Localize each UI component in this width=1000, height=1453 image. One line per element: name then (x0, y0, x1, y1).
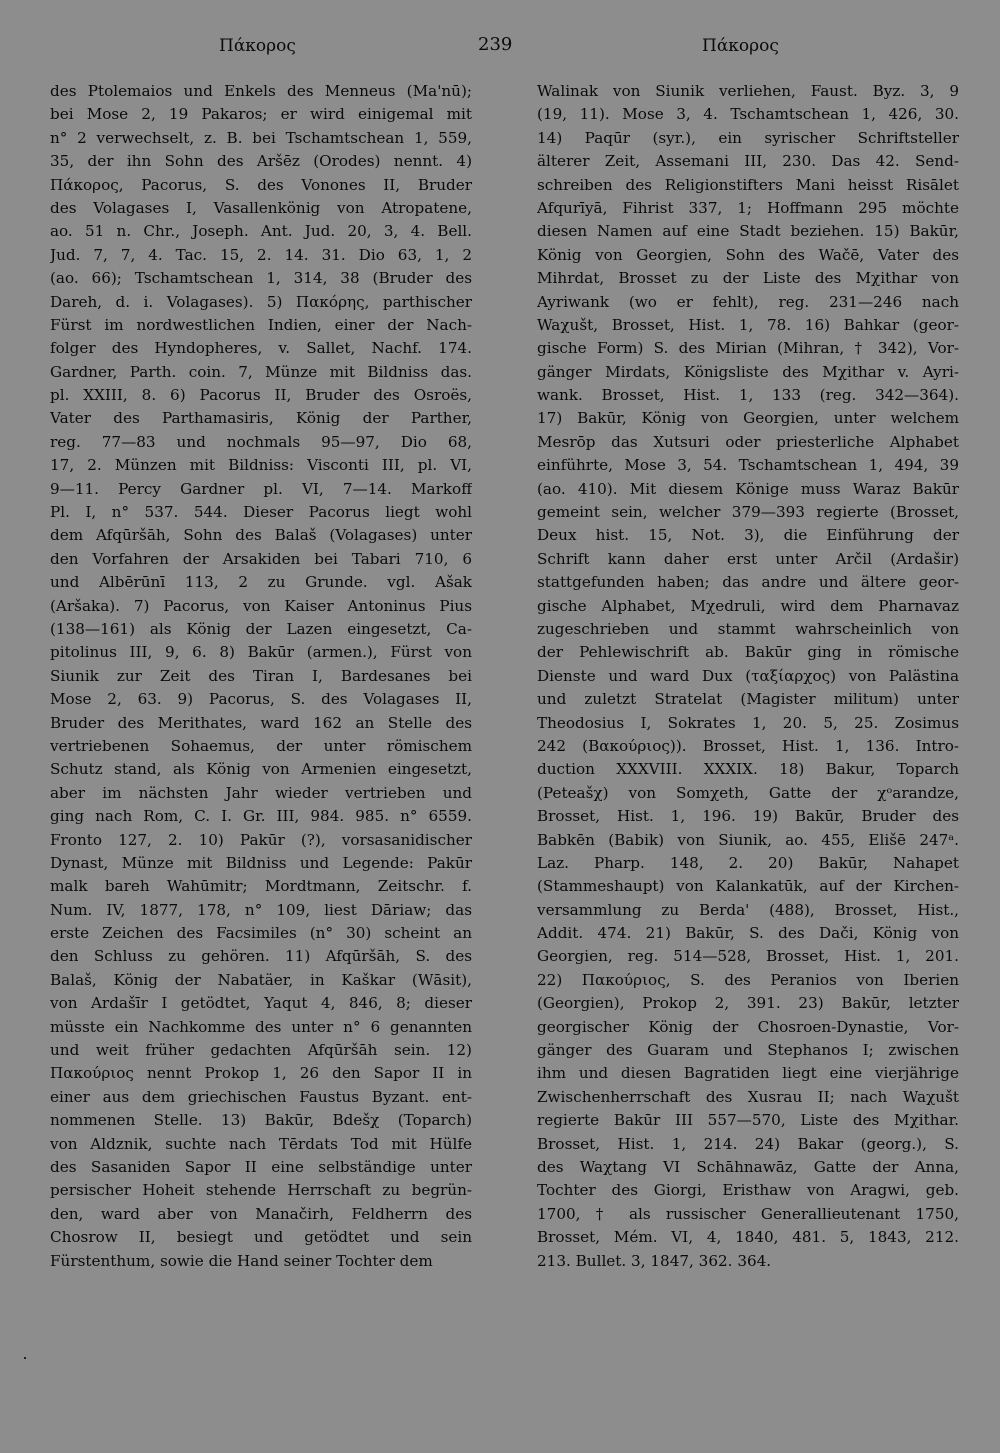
text-line: Ayriwank (wo er fehlt), reg. 231—246 nach (537, 292, 959, 311)
text-line: erste Zeichen des Facsimiles (n° 30) scheint an (50, 924, 472, 943)
text-line: Pl. I, n° 537. 544. Dieser Pacorus liegt wohl (50, 503, 472, 522)
text-line: 213. Bullet. 3, 1847, 362. 364. (537, 1251, 772, 1270)
text-line: Brosset, Hist. 1, 196. 19) Bakūr, Bruder des (537, 807, 959, 826)
text-line: zugeschrieben und stammt wahrscheinlich von (537, 619, 959, 638)
text-line: Georgien, reg. 514—528, Brosset, Hist. 1, 201. (537, 947, 959, 966)
text-line: den, ward aber von Manačirh, Feldherrn des (50, 1204, 472, 1223)
text-line: vertriebenen Sohaemus, der unter römischem (50, 736, 472, 755)
text-line: ao. 51 n. Chr., Joseph. Ant. Jud. 20, 3, 4. Bell. (50, 222, 472, 241)
text-line: des Ptolemaios und Enkels des Menneus (Ma'nū); (50, 82, 472, 100)
text-line: (19, 11). Mose 3, 4. Tschamtschean 1, 426, 30. (537, 105, 959, 124)
text-line: Fürstenthum, sowie die Hand seiner Tochter dem (50, 1251, 433, 1270)
text-line: bei Mose 2, 19 Pakaros; er wird einigemal mit (50, 105, 472, 124)
text-line: Dynast, Münze mit Bildniss und Legende: Pakūr (50, 853, 472, 872)
left-column (50, 80, 472, 1273)
text-line: Gardner, Parth. coin. 7, Münze mit Bildniss das. (50, 362, 472, 381)
text-line: Addit. 474. 21) Bakūr, S. des Dači, König von (537, 924, 959, 943)
text-line: 9—11. Percy Gardner pl. VI, 7—14. Markoff (50, 479, 472, 498)
text-line: gänger des Guaram und Stephanos I; zwischen (537, 1041, 959, 1060)
text-line: einer aus dem griechischen Faustus Byzant. ent- (50, 1087, 472, 1106)
text-line: Fürst im nordwestlichen Indien, einer der Nach- (50, 315, 472, 334)
text-line: schreiben des Religionstifters Mani heisst Risālet (537, 175, 959, 194)
text-line: gische Alphabet, Mχedruli, wird dem Pharnavaz (537, 596, 959, 615)
text-line: (Peteašχ) von Somχeth, Gatte der χᵒarandze, (537, 783, 959, 802)
text-line: pitolinus III, 9, 6. 8) Bakūr (armen.), Fürst von (50, 643, 472, 662)
page-header (0, 36, 1000, 66)
text-line: älterer Zeit, Assemani III, 230. Das 42. Send- (537, 152, 959, 171)
text-line: wank. Brosset, Hist. 1, 133 (reg. 342—364). (537, 386, 959, 405)
text-line: persischer Hoheit stehende Herrschaft zu begrün- (50, 1181, 472, 1200)
text-line: ihm und diesen Bagratiden liegt eine vierjährige (537, 1064, 959, 1083)
text-line: Brosset, Mém. VI, 4, 1840, 481. 5, 1843, 212. (537, 1228, 959, 1247)
text-line: Jud. 7, 7, 4. Tac. 15, 2. 14. 31. Dio 63, 1, 2 (50, 245, 472, 264)
text-line: Dareh, d. i. Volagases). 5) Πακόρης, parthischer (50, 292, 472, 311)
text-line: (Aršaka). 7) Pacorus, von Kaiser Antoninus Pius (50, 596, 472, 615)
text-line: (138—161) als König der Lazen eingesetzt, Ca- (50, 619, 472, 638)
text-line: malk bareh Wahūmitr; Mordtmann, Zeitschr. f. (50, 877, 472, 896)
text-line: (Stammeshaupt) von Kalankatūk, auf der Kirchen- (537, 877, 959, 896)
text-line: Mihrdat, Brosset zu der Liste des Mχithar von (537, 269, 959, 288)
text-line: (ao. 66); Tschamtschean 1, 314, 38 (Bruder des (50, 269, 472, 288)
text-line: einführte, Mose 3, 54. Tschamtschean 1, 494, 39 (537, 456, 959, 475)
text-line: n° 2 verwechselt, z. B. bei Tschamtschean 1, 559, (50, 128, 472, 147)
text-line: stattgefunden haben; das andre und ältere geor- (537, 573, 959, 592)
text-line: 1700, † als russischer Generallieutenant 1750, (537, 1204, 959, 1223)
text-line: Siunik zur Zeit des Tiran I, Bardesanes bei (50, 666, 472, 685)
text-line: pl. XXIII, 8. 6) Pacorus II, Bruder des Osroës, (50, 386, 472, 405)
text-line: (Georgien), Prokop 2, 391. 23) Bakūr, letzter (537, 994, 959, 1013)
text-line: Vater des Parthamasiris, König der Parther, (50, 409, 472, 428)
text-line: den Schluss zu gehören. 11) Afqūršāh, S. des (50, 947, 472, 966)
text-line: 22) Πακούριος, S. des Peranios von Iberien (537, 970, 959, 989)
text-line: gemeint sein, welcher 379—393 regierte (Brosset, (537, 503, 959, 522)
text-line: regierte Bakūr III 557—570, Liste des Mχithar. (537, 1111, 959, 1130)
text-line: des Sasaniden Sapor II eine selbständige unter (50, 1157, 472, 1176)
text-line: Num. IV, 1877, 178, n° 109, liest Dāriaw; das (50, 900, 472, 919)
text-line: dem Afqūršāh, Sohn des Balaš (Volagases) unter (50, 526, 472, 545)
text-line: aber im nächsten Jahr wieder vertrieben und (50, 783, 472, 802)
text-line: duction XXXVIII. XXXIX. 18) Bakur, Toparch (537, 760, 959, 779)
text-line: der Pehlewischrift ab. Bakūr ging in römische (537, 643, 959, 662)
text-line: 242 (Βακούριος)). Brosset, Hist. 1, 136. Intro- (537, 736, 959, 755)
text-line: müsste ein Nachkomme des unter n° 6 genannten (50, 1017, 472, 1036)
text-line: und Albērūnī 113, 2 zu Grunde. vgl. Ašak (50, 573, 472, 592)
text-line: Mose 2, 63. 9) Pacorus, S. des Volagases II, (50, 690, 472, 709)
text-line: Πακούριος nennt Prokop 1, 26 den Sapor II in (50, 1064, 472, 1083)
text-line: Schrift kann daher erst unter Arčil (Ardašir) (537, 549, 959, 568)
text-line: Schutz stand, als König von Armenien eingesetzt, (50, 760, 472, 779)
text-line: 14) Paqūr (syr.), ein syrischer Schriftsteller (537, 128, 959, 147)
text-line: König von Georgien, Sohn des Wačē, Vater des (537, 245, 959, 264)
text-line: 17) Bakūr, König von Georgien, unter welchem (537, 409, 959, 428)
text-line: 17, 2. Münzen mit Bildniss: Visconti III, pl. VI, (50, 456, 472, 475)
running-head-right: Πάκορος (702, 36, 779, 56)
text-line: Brosset, Hist. 1, 214. 24) Bakar (georg.), S. (537, 1134, 959, 1153)
text-line: Babkēn (Babik) von Siunik, ao. 455, Elišē 247ᵃ. (537, 830, 959, 849)
text-line: und weit früher gedachten Afqūršāh sein. 12) (50, 1041, 472, 1060)
text-line: Laz. Pharp. 148, 2. 20) Bakūr, Nahapet (537, 853, 959, 872)
text-line: und zuletzt Stratelat (Magister militum) unter (537, 690, 959, 709)
text-line: Dienste und ward Dux (ταξίαρχος) von Palästina (537, 666, 959, 685)
text-line: (ao. 410). Mit diesem Könige muss Waraz Bakūr (537, 479, 959, 498)
text-line: Balaš, König der Nabatäer, in Kaškar (Wāsit), (50, 970, 472, 989)
text-line: reg. 77—83 und nochmals 95—97, Dio 68, (50, 432, 472, 451)
text-line: georgischer König der Chosroen-Dynastie, Vor- (537, 1017, 959, 1036)
text-line: 35, der ihn Sohn des Aršēz (Orodes) nennt. 4) (50, 152, 472, 171)
text-line: versammlung zu Berda' (488), Brosset, Hist., (537, 900, 959, 919)
text-line: von Ardašīr I getödtet, Yaqut 4, 846, 8; dieser (50, 994, 472, 1013)
text-line: nommenen Stelle. 13) Bakūr, Bdešχ (Toparch) (50, 1111, 472, 1130)
text-line: Πάκορος, Pacorus, S. des Vonones II, Bruder (50, 175, 472, 194)
text-line: des Volagases I, Vasallenkönig von Atropatene, (50, 198, 472, 217)
text-line: gische Form) S. des Mirian (Mihran, † 342), Vor- (537, 339, 959, 358)
text-line: Zwischenherrschaft des Xusrau II; nach Waχušt (537, 1087, 959, 1106)
text-line: Walinak von Siunik verliehen, Faust. Byz. 3, 9 (537, 82, 959, 100)
text-line: Deux hist. 15, Not. 3), die Einführung der (537, 526, 959, 545)
text-line: ging nach Rom, C. I. Gr. III, 984. 985. n° 6559. (50, 807, 472, 826)
text-line: des Waχtang VI Schāhnawāz, Gatte der Anna, (537, 1157, 959, 1176)
scan-speck (24, 1357, 26, 1359)
text-line: Mesrōp das Xutsuri oder priesterliche Alphabet (537, 432, 959, 451)
text-line: Chosrow II, besiegt und getödtet und sein (50, 1228, 472, 1247)
text-line: gänger Mirdats, Königsliste des Mχithar v. Ayri- (537, 362, 959, 381)
page-number: 239 (478, 34, 513, 55)
text-line: Fronto 127, 2. 10) Pakūr (?), vorsasanidischer (50, 830, 472, 849)
text-line: folger des Hyndopheres, v. Sallet, Nachf. 174. (50, 339, 472, 358)
right-column (537, 80, 959, 1273)
running-head-left: Πάκορος (219, 36, 296, 56)
text-line: Waχušt, Brosset, Hist. 1, 78. 16) Bahkar (geor- (537, 315, 959, 334)
text-line: Tochter des Giorgi, Eristhaw von Aragwi, geb. (537, 1181, 959, 1200)
text-line: von Aldznik, suchte nach Tērdats Tod mit Hülfe (50, 1134, 472, 1153)
text-line: Afqurīyā, Fihrist 337, 1; Hoffmann 295 möchte (537, 198, 959, 217)
text-line: Theodosius I, Sokrates 1, 20. 5, 25. Zosimus (537, 713, 959, 732)
text-line: Bruder des Merithates, ward 162 an Stelle des (50, 713, 472, 732)
text-line: den Vorfahren der Arsakiden bei Tabari 710, 6 (50, 549, 472, 568)
text-line: diesen Namen auf eine Stadt beziehen. 15) Bakūr, (537, 222, 959, 241)
